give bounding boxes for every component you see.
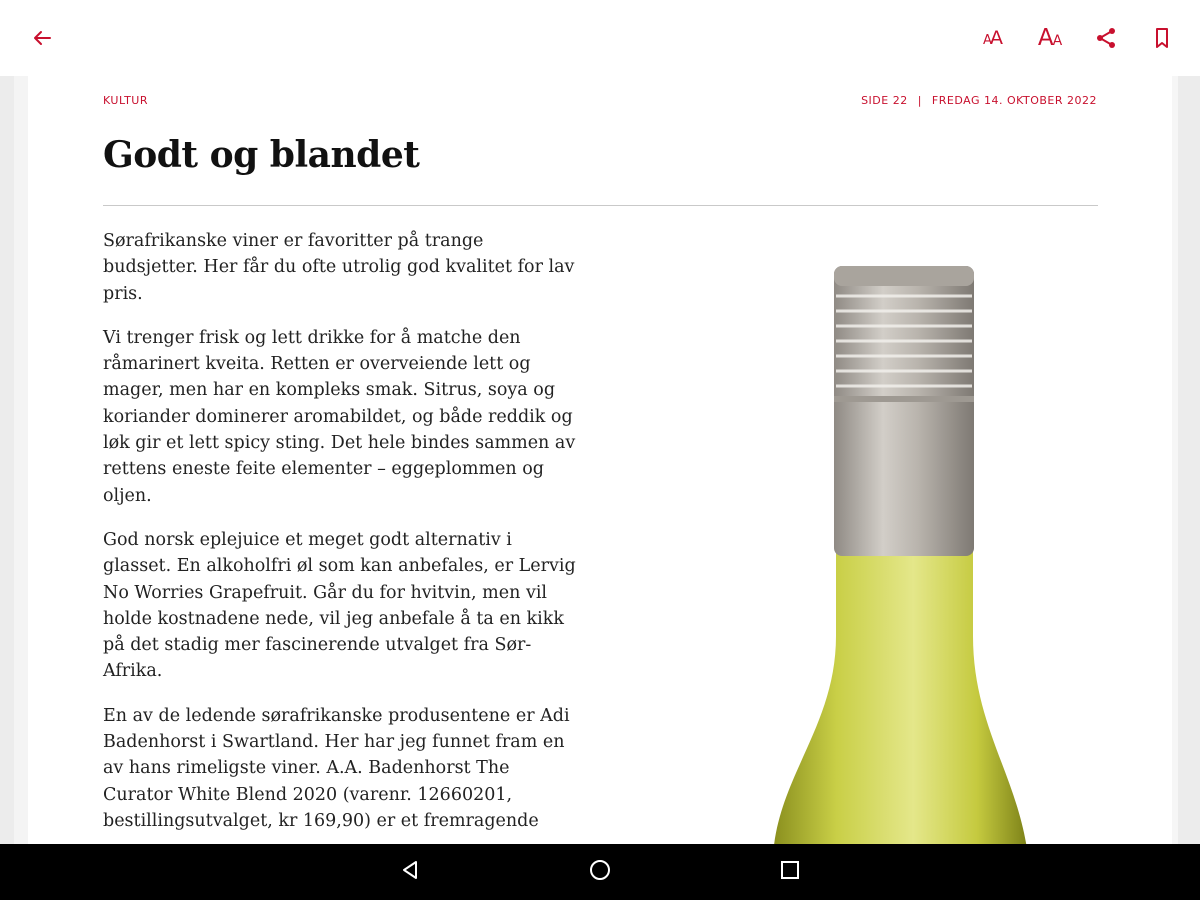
page-gutter-left — [0, 76, 28, 844]
article-page[interactable] — [28, 76, 1172, 844]
square-recents-icon — [779, 859, 801, 885]
decrease-font-button[interactable] — [971, 16, 1015, 60]
share-icon — [1094, 26, 1118, 50]
paragraph: God norsk eplejuice et meget godt alternativ i glasset. En alkoholfri øl som kan anbefales, er Lervig No Worries Grapefruit. Går du for hvitvin, men vil holde kostnadene nede, vil jeg anbefale å ta en kikk på det stadig mer fascinerende utvalget fra Sør-Afrika. — [103, 529, 576, 682]
back-button[interactable] — [20, 16, 64, 60]
increase-font-button[interactable] — [1028, 16, 1072, 60]
page-gutter-right — [1172, 76, 1200, 844]
system-back-button[interactable] — [394, 856, 426, 888]
publication-date: FREDAG 14. OKTOBER 2022 — [931, 94, 1097, 107]
paragraph: Sørafrikanske viner er favoritter på trange budsjetter. Her får du ofte utrolig god kvalitet for lav pris. — [103, 231, 575, 304]
bookmark-button[interactable] — [1140, 16, 1184, 60]
arrow-left-icon — [30, 26, 54, 50]
paragraph: En av de ledende sørafrikanske produsentene er Adi Badenhorst i Swartland. Her har jeg funnet fram en av hans rimeligste viner. A.A. Badenhorst The Curator White Blend 2020 (varenr. 12660201, bestillingsutvalget, kr 169,90) er et fremragende — [103, 705, 570, 831]
circle-home-icon — [588, 858, 612, 886]
meta-separator: | — [917, 94, 922, 107]
system-home-button[interactable] — [584, 856, 616, 888]
system-recents-button[interactable] — [774, 856, 806, 888]
text-size-small-icon: A A — [983, 27, 1003, 49]
share-button[interactable] — [1084, 16, 1128, 60]
headline-divider — [103, 205, 1098, 206]
triangle-back-icon — [399, 859, 421, 885]
bookmark-icon — [1150, 26, 1174, 50]
article-headline: Godt og blandet — [103, 134, 420, 176]
paragraph: Vi trenger frisk og lett drikke for å matche den råmarinert kveita. Retten er overveiende lett og mager, men har en kompleks smak. Sitrus, soya og koriander dominerer aromabildet, og både reddik og løk gir et lett spicy sting. Det hele bindes sammen av rettens eneste feite elementer – eggeplommen og oljen. — [103, 327, 576, 506]
section-label: KULTUR — [103, 94, 148, 107]
wine-bottle-image — [728, 256, 1028, 844]
system-navigation-bar — [0, 844, 1200, 900]
article-body — [103, 228, 583, 844]
page-date-meta — [861, 94, 1097, 107]
page-number: SIDE 22 — [861, 94, 908, 107]
top-app-bar — [0, 0, 1200, 76]
text-size-large-icon: A A — [1037, 25, 1063, 51]
